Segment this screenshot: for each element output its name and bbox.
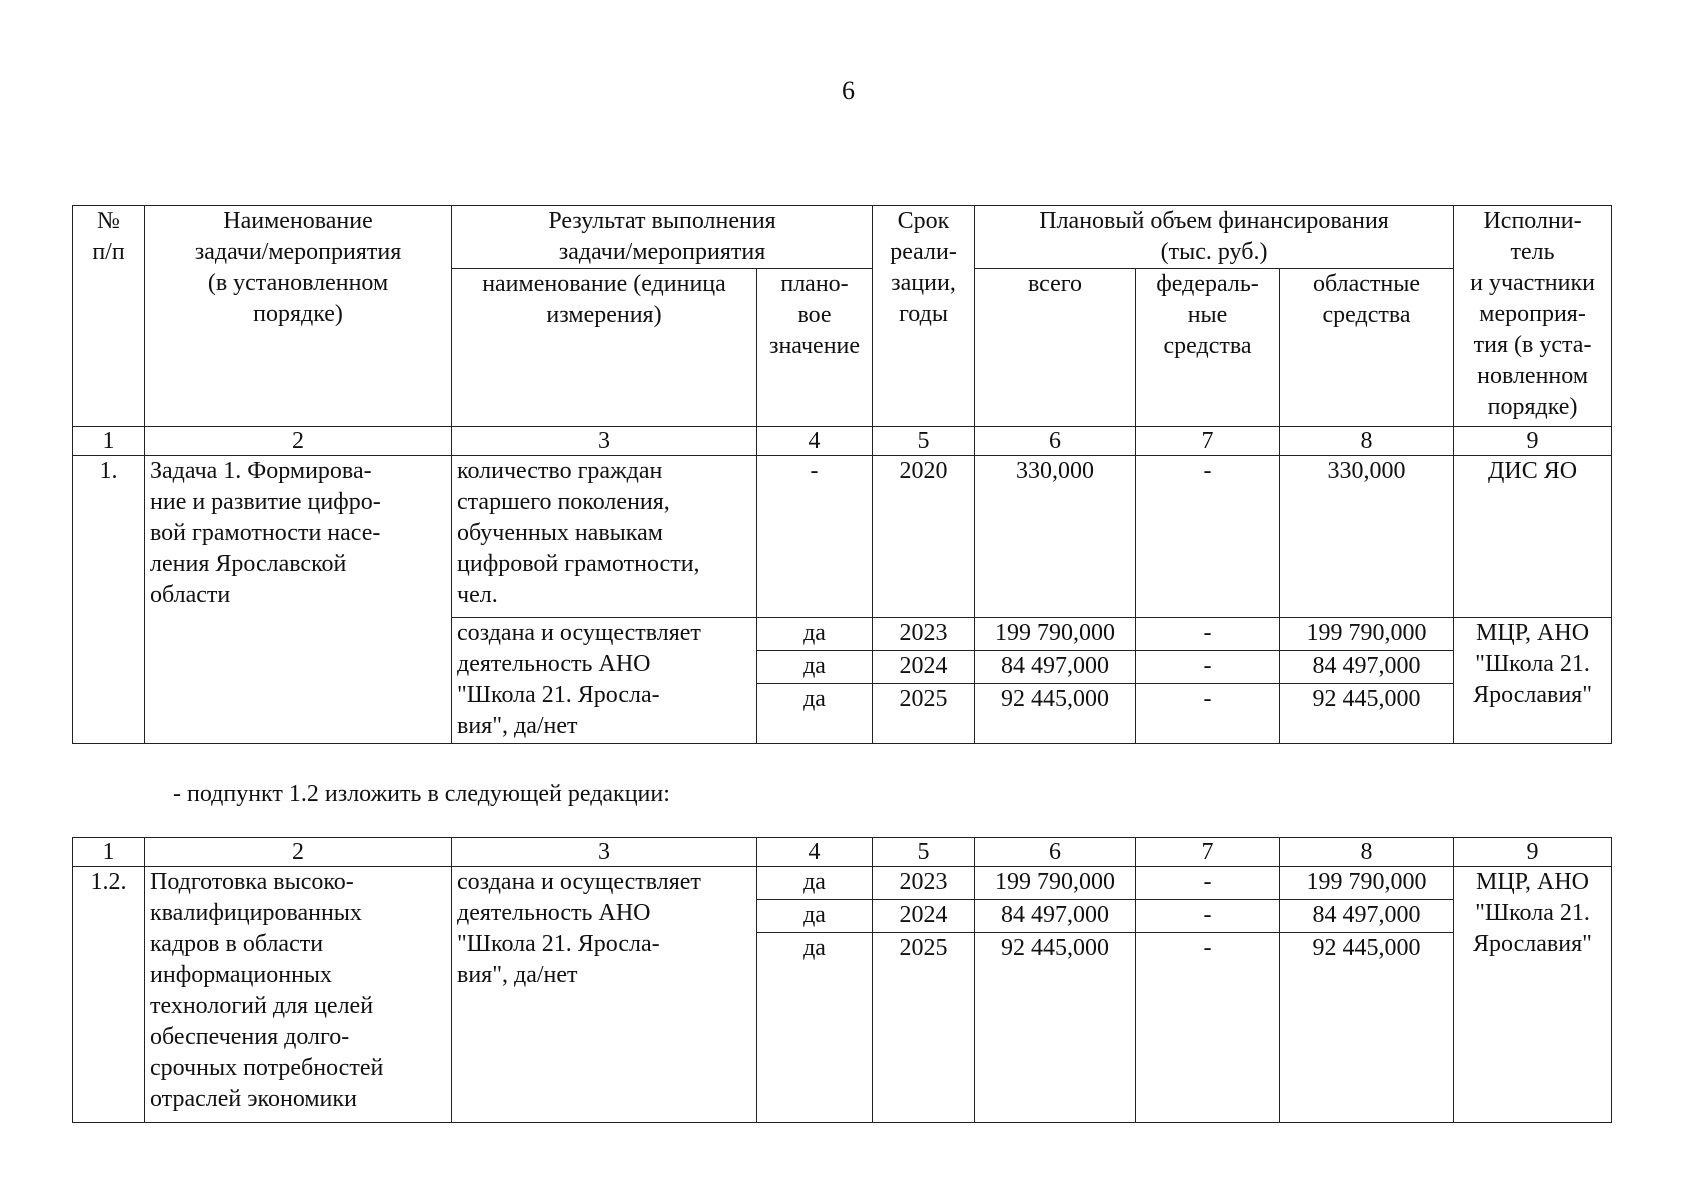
fin-regional: 84 497,000 — [1280, 651, 1454, 684]
column-number: 1 — [73, 838, 145, 867]
header-result-plan: плано- вое значение — [757, 269, 873, 427]
table-row — [73, 867, 1612, 900]
table-row — [73, 456, 1612, 618]
column-number: 4 — [757, 427, 873, 456]
amended-table — [72, 837, 1612, 1123]
page-number: 6 — [842, 76, 855, 105]
row-number: 1.2. — [73, 867, 145, 1123]
task-name: Подготовка высоко- квалифицированных кадров в области информационных технологий для целей обеспечения долго- срочных потребностей отраслей экономики — [145, 867, 452, 1123]
fin-total: 92 445,000 — [975, 933, 1136, 1123]
header-executor: Исполни- тель и участники мероприя- тия (в уста- новленном порядке) — [1454, 206, 1612, 427]
plan-value: да — [757, 618, 873, 651]
year: 2024 — [873, 651, 975, 684]
fin-regional: 199 790,000 — [1280, 618, 1454, 651]
column-number: 9 — [1454, 838, 1612, 867]
result-name: создана и осуществляет деятельность АНО "Школа 21. Яросла- вия", да/нет — [452, 618, 757, 744]
executor: ДИС ЯО — [1454, 456, 1612, 618]
column-number: 7 — [1136, 427, 1280, 456]
fin-total: 199 790,000 — [975, 867, 1136, 900]
year: 2025 — [873, 684, 975, 744]
header-number: № п/п — [73, 206, 145, 427]
amendment-note: - подпункт 1.2 изложить в следующей редакции: — [173, 781, 670, 807]
column-number: 2 — [145, 838, 452, 867]
fin-total: 84 497,000 — [975, 651, 1136, 684]
header-term: Срок реали- зации, годы — [873, 206, 975, 427]
column-number: 3 — [452, 427, 757, 456]
fin-regional: 92 445,000 — [1280, 684, 1454, 744]
year: 2023 — [873, 867, 975, 900]
fin-total: 199 790,000 — [975, 618, 1136, 651]
header-result-name: наименование (единица измерения) — [452, 269, 757, 427]
header-task-name: Наименование задачи/мероприятия (в установленном порядке) — [145, 206, 452, 427]
task-name: Задача 1. Формирова- ние и развитие цифро- вой грамотности насе- ления Ярославской области — [145, 456, 452, 744]
column-numbers-row — [73, 427, 1612, 456]
result-name: количество граждан старшего поколения, обученных навыкам цифровой грамотности, чел. — [452, 456, 757, 618]
header-result-group: Результат выполнения задачи/мероприятия — [452, 206, 873, 269]
year: 2023 — [873, 618, 975, 651]
column-numbers-row — [73, 838, 1612, 867]
year: 2020 — [873, 456, 975, 618]
plan-value: да — [757, 900, 873, 933]
column-number: 5 — [873, 838, 975, 867]
fin-regional: 92 445,000 — [1280, 933, 1454, 1123]
program-table — [72, 205, 1612, 744]
fin-regional: 330,000 — [1280, 456, 1454, 618]
result-name: создана и осуществляет деятельность АНО "Школа 21. Яросла- вия", да/нет — [452, 867, 757, 1123]
year: 2025 — [873, 933, 975, 1123]
column-number: 2 — [145, 427, 452, 456]
fin-federal: - — [1136, 456, 1280, 618]
plan-value: да — [757, 933, 873, 1123]
column-number: 6 — [975, 838, 1136, 867]
plan-value: - — [757, 456, 873, 618]
column-number: 5 — [873, 427, 975, 456]
fin-total: 330,000 — [975, 456, 1136, 618]
plan-value: да — [757, 651, 873, 684]
header-fin-regional: областные средства — [1280, 269, 1454, 427]
fin-total: 84 497,000 — [975, 900, 1136, 933]
column-number: 8 — [1280, 427, 1454, 456]
fin-federal: - — [1136, 900, 1280, 933]
fin-total: 92 445,000 — [975, 684, 1136, 744]
column-number: 1 — [73, 427, 145, 456]
plan-value: да — [757, 684, 873, 744]
fin-federal: - — [1136, 618, 1280, 651]
fin-regional: 84 497,000 — [1280, 900, 1454, 933]
executor: МЦР, АНО "Школа 21. Ярославия" — [1454, 867, 1612, 1123]
header-fin-federal: федераль- ные средства — [1136, 269, 1280, 427]
fin-federal: - — [1136, 684, 1280, 744]
executor: МЦР, АНО "Школа 21. Ярославия" — [1454, 618, 1612, 744]
column-number: 7 — [1136, 838, 1280, 867]
fin-federal: - — [1136, 651, 1280, 684]
plan-value: да — [757, 867, 873, 900]
column-number: 8 — [1280, 838, 1454, 867]
fin-federal: - — [1136, 867, 1280, 900]
header-finance-group: Плановый объем финансирования (тыс. руб.) — [975, 206, 1454, 269]
year: 2024 — [873, 900, 975, 933]
column-number: 3 — [452, 838, 757, 867]
column-number: 4 — [757, 838, 873, 867]
column-number: 9 — [1454, 427, 1612, 456]
column-number: 6 — [975, 427, 1136, 456]
header-fin-total: всего — [975, 269, 1136, 427]
fin-regional: 199 790,000 — [1280, 867, 1454, 900]
fin-federal: - — [1136, 933, 1280, 1123]
row-number: 1. — [73, 456, 145, 744]
